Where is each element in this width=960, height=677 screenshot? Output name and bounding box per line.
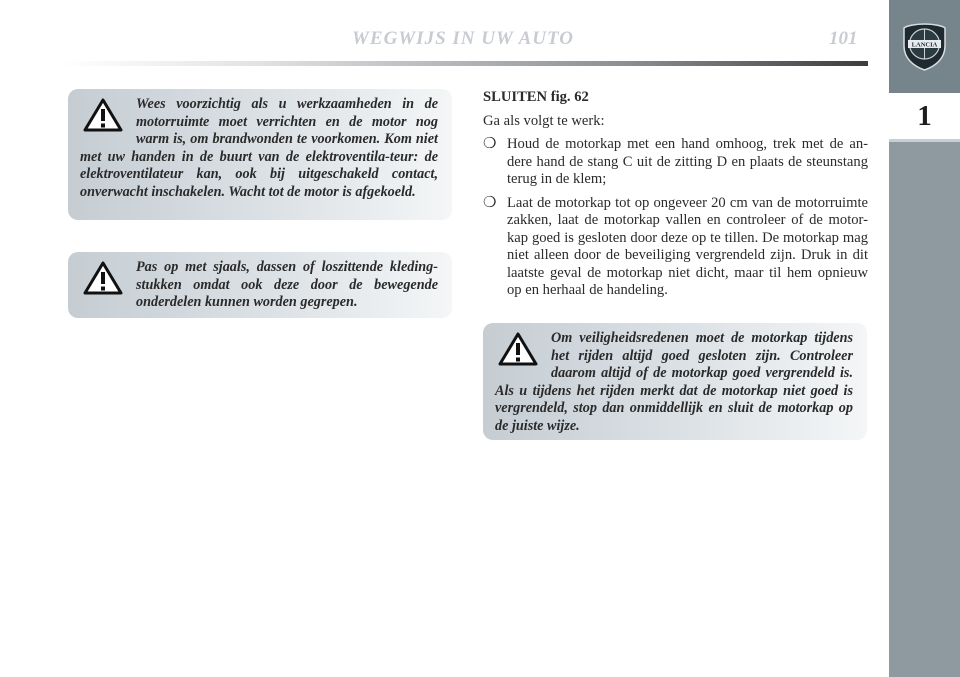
bullet-circle-icon: ❍ — [483, 194, 497, 211]
running-header-title: WEGWIJS IN UW AUTO — [352, 28, 574, 49]
chapter-number-box — [889, 93, 960, 139]
warning-box-loose-clothing — [68, 252, 452, 318]
warning-triangle-icon — [82, 260, 124, 296]
warning-box-hot-engine — [68, 89, 452, 220]
list-item — [483, 195, 868, 300]
intro-text: Ga als volgt te werk: — [483, 112, 605, 129]
step-text: Houd de motorkap met een hand omhoog, trek met de an-dere hand de stang C uit de zitting D en plaats de steunstang terug in de klem; — [507, 136, 868, 187]
logo-text: LANCIA — [911, 41, 938, 49]
closing-instructions — [483, 89, 868, 306]
bullet-circle-icon: ❍ — [483, 136, 497, 152]
list-item — [483, 136, 868, 189]
warning-box-hood-locked — [483, 323, 867, 440]
warning-triangle-icon — [497, 331, 539, 367]
lancia-logo-icon — [902, 22, 947, 72]
step-text: Laat de motorkap tot op ongeveer 20 cm van de motorruimte zakken, laat de motorkap vallen en controleer of de motor-kap goed is gesloten door deze op te tillen. De motorkap mag niet alleen door de beveiliging vergrendeld zijn. Druk in dit laatste geval de motorkap niet dicht, maar til hem opnieuw op en herhaal de handeling. — [507, 194, 868, 298]
warning-triangle-icon — [82, 97, 124, 133]
page-number: 101 — [829, 28, 858, 49]
warning-text: Om veiligheidsredenen moet de motorkap tijdens het rijden altijd goed gesloten zijn. Controleer daarom altijd of de motorkap goed vergrendeld is. Als u tijdens het rijden merkt dat de motorkap niet goed is vergrendeld, stop dan onmiddellijk en sluit de motorkap op de juiste wijze. — [495, 330, 853, 434]
tab-divider — [889, 139, 960, 142]
warning-text: Wees voorzichtig als u werkzaamheden in de motorruimte moet verrichten en de motor nog warm is, om brandwonden te voorkomen. Kom niet met uw handen in de buurt van de elektroventila-teur: de elektroventilateur kan, ook bij uitgeschakeld contact, onverwacht inschakelen. Wacht tot de motor is afgekoeld. — [80, 96, 438, 200]
chapter-number: 1 — [917, 100, 932, 132]
warning-text: Pas op met sjaals, dassen of loszittende kleding-stukken omdat ook deze door de bewegende onderdelen kunnen worden gegrepen. — [136, 259, 438, 310]
logo-box — [889, 0, 960, 93]
header-rule — [62, 61, 868, 66]
section-heading: SLUITEN fig. 62 — [483, 89, 589, 105]
chapter-side-tab — [889, 0, 960, 677]
steps-list — [483, 136, 868, 300]
